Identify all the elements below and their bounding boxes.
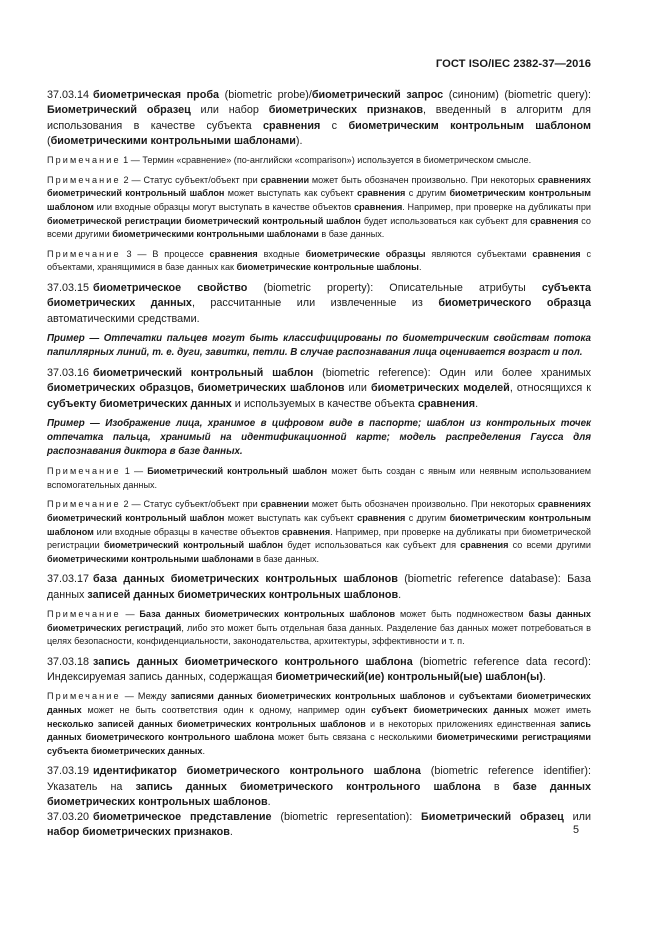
- term-entry-37-03-17: 37.03.17 база данных биометрических контрольных шаблонов (biometric reference database): База данных записей данных биометрических контрольных шаблонов.: [47, 573, 591, 601]
- term-number: 37.03.16: [47, 367, 90, 380]
- term-number: 37.03.20: [47, 811, 90, 824]
- term-entry-37-03-19: 37.03.19 идентификатор биометрического контрольного шаблона (biometric reference identifier): Указатель на запись данных биометрического контрольного шаблона в базе данных биометрических контрольных шаблонов.: [47, 765, 591, 808]
- note-label: Примечание: [47, 499, 121, 510]
- note-label: Примечание: [47, 155, 121, 166]
- term-entry-37-03-20: 37.03.20 биометрическое представление (biometric representation): Биометрический образец или набор биометрических признаков.: [47, 811, 591, 839]
- note-37-03-18: Примечание — Между записями данных биометрических контрольных шаблонов и субъектами биометрических данных может не быть соответствия один к одному, например один субъект биометрических данных может иметь несколько записей данных биометрических контрольных шаблонов и в некоторых приложениях единственная запись данных биометрического контрольного шаблона может быть связана с несколькими биометрическими регистрациями субъекта биометрических данных.: [47, 691, 592, 756]
- note-37-03-14-2: Примечание 2 — Статус субъект/объект при сравнении может быть обозначен произвольно. При некоторых сравнениях биометрический контрольный шаблон может выступать как субъект сравнения с другим биометрическим контрольным шаблоном или входные образцы могут выступать в качестве объектов сравнения. Например, при проверке на дубликаты при биометрической регистрации биометрический контрольный шаблон будет использоваться как субъект для сравнения со всеми другими биометрическими контрольными шаблонами в базе данных.: [47, 174, 592, 240]
- term-title: биометрическое представление: [93, 811, 272, 824]
- term-title: биометрическое свойство: [93, 281, 248, 294]
- term-entry-37-03-14: 37.03.14 биометрическая проба (biometric probe)/биометрический запрос (синоним) (biometric query): Биометрический образец или набор биометрических признаков, введенный в алгоритм для использования в качестве субъекта сравнения с биометрическим контрольным шаблоном (биометрическими контрольными шаблонами).: [47, 89, 592, 147]
- note-label: Примечание: [47, 608, 121, 619]
- note-label: Примечание: [47, 466, 121, 477]
- term-title: запись данных биометрического контрольного шаблона: [93, 655, 413, 668]
- page-number: 5: [572, 824, 579, 836]
- note-37-03-16-2: Примечание 2 — Статус субъект/объект при сравнении может быть обозначен произвольно. При некоторых сравнениях биометрический контрольный шаблон может выступать как субъект сравнения с другим биометрическим контрольным шаблоном или входные образцы в качестве объектов сравнения. Например, при проверке на дубликаты при биометрической регистрации биометрический контрольный шаблон будет использоваться как субъект для сравнения со всеми другими биометрическими контрольными шаблонами в базе данных.: [47, 499, 592, 564]
- note-37-03-14-1: Примечание 1 — Термин «сравнение» (по-английски «comparison») используется в биометрическом смысле.: [47, 155, 532, 166]
- term-number: 37.03.15: [47, 281, 90, 294]
- term-title: идентификатор биометрического контрольного шаблона: [93, 765, 421, 778]
- term-synonym: биометрический запрос: [311, 89, 444, 101]
- document-header: ГОСТ ISO/IEC 2382-37—2016: [435, 58, 591, 70]
- term-number: 37.03.19: [47, 765, 90, 778]
- term-title: биометрический контрольный шаблон: [93, 367, 314, 380]
- term-number: 37.03.17: [47, 573, 90, 586]
- term-number: 37.03.18: [47, 655, 90, 668]
- note-label: Примечание: [47, 248, 121, 259]
- note-37-03-16-1: Примечание 1 — Биометрический контрольный шаблон может быть создан с явным или неявным использованием вспомогательных данных.: [47, 466, 592, 490]
- term-entry-37-03-18: 37.03.18 запись данных биометрического контрольного шаблона (biometric reference data record): Индексируемая запись данных, содержащая биометрический(ие) контрольный(ые) шаблон(ы).: [47, 655, 591, 684]
- note-label: Примечание: [47, 174, 121, 185]
- term-number: 37.03.14: [47, 89, 90, 101]
- term-entry-37-03-15: 37.03.15 биометрическое свойство (biometric property): Описательные атрибуты субъекта биометрических данных, рассчитанные или извлеченные из биометрического образца автоматическими средствами.: [47, 281, 592, 325]
- term-entry-37-03-16: 37.03.16 биометрический контрольный шаблон (biometric reference): Один или более хранимых биометрических образцов, биометрических шаблонов или биометрических моделей, относящихся к субъекту биометрических данных и используемых в качестве объекта сравнения.: [47, 367, 591, 410]
- note-37-03-14-3: Примечание 3 — В процессе сравнения входные биометрические образцы являются субъектами сравнения с объектами, хранящимися в базе данных как биометрические контрольные шаблоны.: [47, 248, 592, 273]
- note-37-03-17: Примечание — База данных биометрических контрольных шаблонов может быть подмножеством базы данных биометрических регистраций, либо это может быть отдельная база данных. Разделение баз данных может потребоваться в целях безопасности, конфиденциальности, законодательства, архитектуры, эффективности и т. п.: [47, 608, 591, 647]
- example-37-03-16: Пример — Изображение лица, хранимое в цифровом виде в паспорте; шаблон из контрольных точек отпечатка пальца, хранимый на идентификационной карте; модель распределения Гаусса для распознавания диктора в базе данных.: [47, 417, 591, 458]
- term-title: база данных биометрических контрольных шаблонов: [93, 573, 398, 586]
- example-37-03-15: Пример — Отпечатки пальцев могут быть классифицированы по биометрическим свойствам потока папиллярных линий, т. е. дуги, завитки, петли. В случае распознавания лица оценивается возраст и пол.: [47, 332, 591, 358]
- note-label: Примечание: [47, 691, 121, 702]
- term-title: биометрическая проба: [93, 89, 219, 101]
